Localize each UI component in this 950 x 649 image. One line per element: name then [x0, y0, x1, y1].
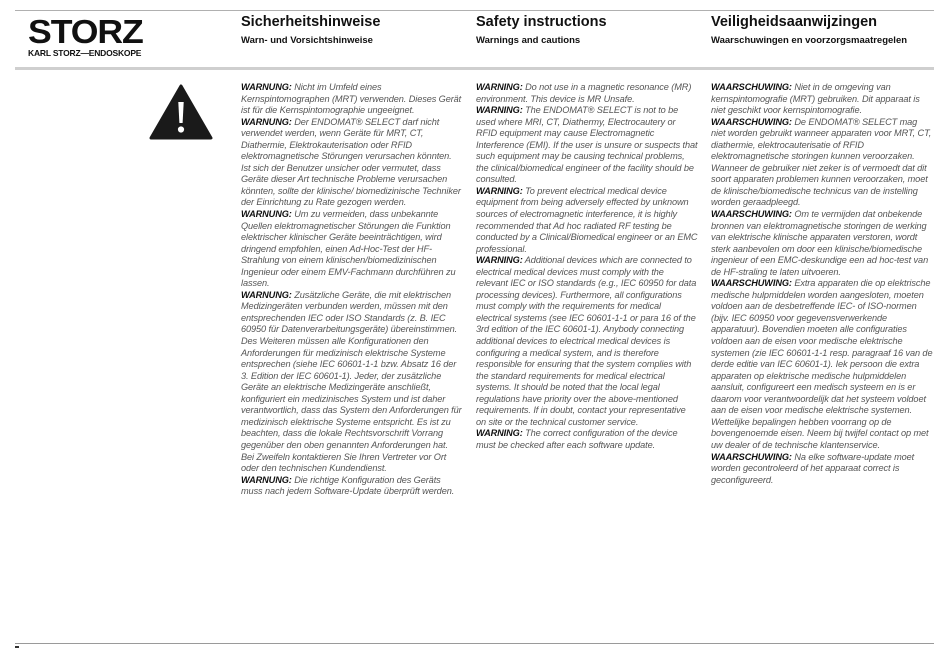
warning-paragraph: [241, 475, 463, 498]
logo-subline: KARL STORZ—ENDOSKOPE: [28, 48, 142, 58]
header-divider: [15, 67, 934, 70]
warning-paragraph: [241, 290, 463, 475]
warning-text: Der ENDOMAT® SELECT darf nicht verwendet werden, wenn Geräte für MRT, CT, Diathermie, Elektrokauterisation oder RFID elektromagnetische Störungen verursachen könnten. Ist sich der Benutzer unsicher oder vermutet, dass Geräte dieser Art technische Probleme verursachen könnten, sollte der klinische/ biomedizinische Techniker der Einrichtung zu Rate gezogen werden.: [241, 116, 461, 208]
top-frame-line: [15, 10, 934, 11]
warning-text: Um zu vermeiden, dass unbekannte Quellen elektromagnetischer Störungen die Funktion elektrischer klinischer Geräte beeinträchtigen, wird dringend empfohlen, einen Ad-Hoc-Test der HF-Strahlung von einem klinischen/biomedizinischen Ingenieur oder einem EMV-Fachmann durchführen zu lassen.: [241, 209, 456, 289]
warning-label: WARNING:: [476, 255, 523, 266]
warning-text: Om te vermijden dat onbekende bronnen van elektromagnetische storingen de werking van elektrische klinische apparaten verstoren, wordt sterk aanbevolen om door een klinische/biomedische ingenieur of een EMC-deskundige een ad hoc-test van de HF-straling te laten uitvoeren.: [711, 209, 929, 277]
warning-paragraph: [711, 209, 933, 278]
column-header-en: [476, 14, 607, 47]
warning-paragraph: [241, 82, 463, 117]
warning-text: The ENDOMAT® SELECT is not to be used where MRI, CT, Diathermy, Electrocautery or RFID equipment may cause Electromagnetic Interference (EMI). If the user is unsure or suspects that such equipment may be causing technical problems, the clinical/biomedical engineer of the facility should be consulted.: [476, 105, 698, 185]
warning-label: WARNUNG:: [241, 474, 292, 485]
warning-paragraph: [711, 278, 933, 451]
warning-text: De ENDOMAT® SELECT mag niet worden gebruikt wanneer apparaten voor MRT, CT, diathermie, elektrocauterisatie of RFID elektromagnetische storingen kunnen veroorzaken. Wanneer de gebruiker niet zeker is of vermoedt dat dit soort apparaten problemen kunnen veroorzaken, moet de klinische/biomedische technicus van de instelling worden geraadpleegd.: [711, 116, 932, 208]
warning-label: WAARSCHUWING:: [711, 451, 792, 462]
warning-paragraph: [711, 117, 933, 209]
footer-mark: [15, 646, 19, 648]
warning-text: Additional devices which are connected to electrical medical devices must comply with the relevant IEC or ISO standards (e.g., IEC 60950 for data processing devices). Furthermore, all configurations must comply with the requirements for medical electrical systems (see IEC 60601-1-1 or para 16 of the 3rd edition of the IEC 60601-1). Anybody connecting additional devices to electrical medical devices is configuring a medical system, and is therefore responsible for ensuring that the system complies with the standard requirements for medical electrical systems. It should be noted that the local legal regulations have priority over the above-mentioned requirements. If in doubt, contact your representative on site or the technical customer service.: [476, 255, 697, 427]
warning-label: WARNUNG:: [241, 289, 292, 300]
text-column-en: [476, 82, 698, 452]
warning-text: The correct configuration of the device must be checked after each software update.: [476, 428, 678, 450]
column-title: Sicherheitshinweise: [241, 14, 381, 30]
warning-label: WAARSCHUWING:: [711, 209, 792, 220]
warning-label: WARNUNG:: [241, 209, 292, 220]
column-subtitle: Warnings and cautions: [476, 35, 581, 46]
footer-divider: [15, 643, 934, 644]
warning-label: WARNING:: [476, 105, 523, 116]
column-header-nl: [711, 14, 907, 47]
warning-text: Nicht im Umfeld eines Kernspintomographen (MRT) verwenden. Dieses Gerät ist für die Kernspintomographie ungeeignet.: [241, 82, 462, 116]
column-header-de: [241, 14, 380, 47]
warning-text: Na elke software-update moet worden gecontroleerd of het apparaat correct is geconfigureerd.: [711, 451, 915, 485]
logo-wordmark: STORZ: [28, 13, 143, 50]
warning-label: WAARSCHUWING:: [711, 278, 792, 289]
warning-paragraph: [241, 117, 463, 209]
warning-text: Do not use in a magnetic resonance (MR) environment. This device is MR Unsafe.: [476, 82, 692, 104]
column-title: Veiligheidsaanwijzingen: [711, 14, 877, 30]
warning-label: WARNING:: [476, 185, 523, 196]
warning-paragraph: [476, 105, 698, 186]
warning-paragraph: [476, 428, 698, 451]
column-subtitle: Warn- und Vorsichtshinweise: [241, 35, 373, 46]
column-title: Safety instructions: [476, 14, 607, 30]
column-subtitle: Waarschuwingen en voorzorgsmaatregelen: [711, 35, 908, 46]
warning-paragraph: [241, 209, 463, 290]
warning-paragraph: [711, 82, 933, 117]
warning-label: WARNING:: [476, 82, 523, 92]
warning-label: WAARSCHUWING:: [711, 82, 792, 92]
warning-text: Extra apparaten die op elektrische medische hulpmiddelen worden aangesloten, moeten voldoen aan de desbetreffende IEC- of ISO-normen (bijv. IEC 60950 voor gegevensverwerkende apparatuur). Bovendien moeten alle configuraties voldoen aan de eisen voor medische elektrische systemen (zie IEC 60601-1-1 resp. paragraaf 16 van de derde editie van IEC 60601-1). Iek persoon die extra apparaten op elektrische medische hulpmiddelen aansluit, configureert een medisch systeem en is er daarom voor verantwoordelijk dat het systeem voldoet aan de eisen voor medische elektrische systemen. Wettelijke bepalingen hebben voorrang op de bovengenoemde eisen. Neem bij twijfel contact op met uw dealer of de technische klantenservice.: [711, 278, 933, 450]
warning-label: WARNING:: [476, 428, 523, 439]
text-column-nl: [711, 82, 933, 486]
warning-text: To prevent electrical medical device equipment from being adversely effected by unknown sources of electromagnetic interference, it is highly recommended that Ad hoc radiated RF testing be conducted by a Clinical/Biomedical engineer or an EMC professional.: [476, 185, 698, 254]
warning-paragraph: [476, 82, 698, 105]
warning-label: WARNUNG:: [241, 116, 292, 127]
warning-paragraph: [476, 255, 698, 428]
warning-text: Zusätzliche Geräte, die mit elektrischen Medizingeräten verbunden werden, müssen mit den entsprechenden IEC oder ISO Standards (z. B. IEC 60950 für Datenverarbeitungsgeräte) übereinstimmen. Des Weiteren müssen alle Konfigurationen den Anforderungen für medizinisch elektrische Systeme entsprechen (siehe IEC 60601-1-1 bzw. Absatz 16 der 3. Edition der IEC 60601-1). Jeder, der zusätzliche Geräte an elektrische Medizingeräte anschließt, konfiguriert ein medizinisches System und ist daher verantwortlich, dass das System den Anforderungen für medizinisch elektrische Systeme entspricht. Es ist zu beachten, dass die lokale Rechtsvorschrift Vorrang gegenüber den oben genannten Anforderungen hat. Bei Zweifeln kontaktieren Sie Ihren Vertreter vor Ort oder den technischen Kundendienst.: [241, 289, 462, 474]
warning-label: WARNUNG:: [241, 82, 292, 92]
warning-text: Niet in de omgeving van kernspintomografie (MRT) gebruiken. Dit apparaat is niet geschikt voor kernspintomografie.: [711, 82, 920, 116]
warning-paragraph: [711, 452, 933, 487]
text-column-de: [241, 82, 463, 498]
warning-paragraph: [476, 186, 698, 255]
storz-logo: [28, 15, 153, 60]
warning-label: WAARSCHUWING:: [711, 116, 792, 127]
warning-text: Die richtige Konfiguration des Geräts muss nach jedem Software-Update überprüft werden.: [241, 474, 455, 497]
warning-triangle-icon: [149, 84, 213, 140]
